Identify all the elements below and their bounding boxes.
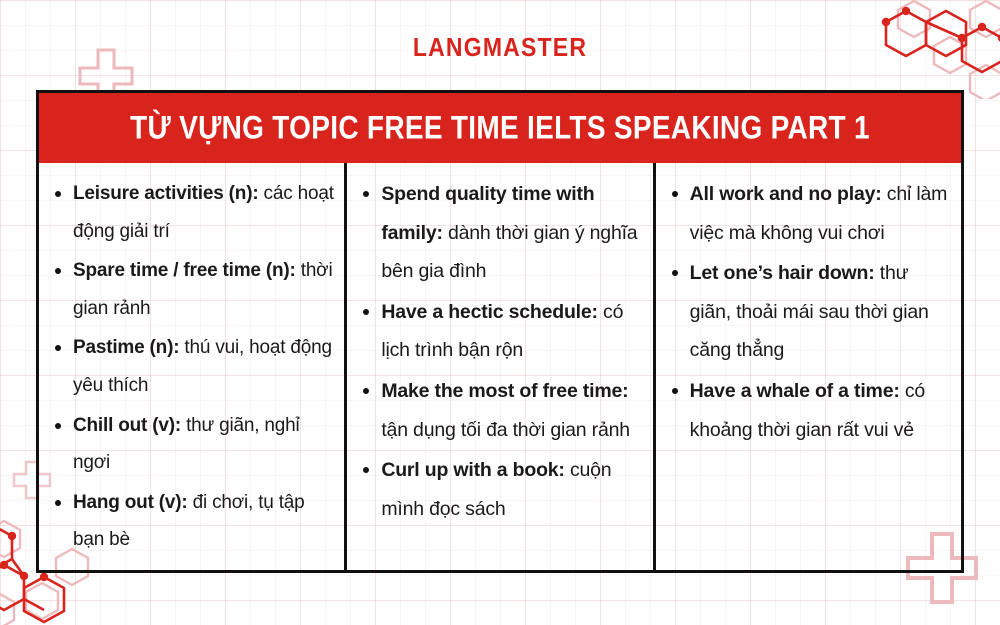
vocabulary-entry (49, 407, 334, 482)
vocabulary-entry (357, 451, 642, 528)
vocabulary-meaning: thời gian rảnh (73, 260, 333, 319)
vocabulary-term: Make the most of free time: (381, 380, 629, 403)
vocabulary-entry (666, 175, 951, 252)
vocabulary-meaning: thư giãn, thoải mái sau thời gian căng thẳng (689, 262, 929, 362)
vocabulary-term: Curl up with a book: (381, 459, 565, 482)
vocabulary-meaning: đi chơi, tụ tập bạn bè (73, 491, 305, 551)
vocabulary-entry (49, 252, 334, 327)
vocabulary-list-1 (49, 175, 334, 559)
vocabulary-entry (357, 372, 642, 449)
vocabulary-term: Have a hectic schedule: (381, 300, 598, 323)
vocabulary-entry (49, 484, 334, 559)
vocabulary-meaning: thư giãn, nghỉ ngơi (73, 414, 300, 474)
vocabulary-meaning: các hoạt động giải trí (73, 183, 334, 242)
vocabulary-entry (357, 293, 642, 370)
brand-logo (0, 34, 1000, 61)
vocabulary-entry (666, 254, 951, 370)
vocabulary-term: Spare time / free time (n): (73, 260, 296, 282)
vocabulary-card (36, 90, 964, 573)
vocabulary-meaning: có khoảng thời gian rất vui vẻ (689, 380, 926, 441)
title-banner (39, 93, 961, 163)
vocabulary-meaning: có lịch trình bận rộn (381, 300, 624, 362)
vocabulary-column-2 (344, 163, 652, 570)
vocabulary-term: Leisure activities (n): (73, 183, 259, 204)
vocabulary-list-3 (666, 175, 951, 449)
vocabulary-columns (39, 163, 961, 570)
vocabulary-entry (49, 329, 334, 404)
vocabulary-meaning: cuộn mình đọc sách (381, 459, 612, 520)
vocabulary-term: Let one’s hair down: (689, 262, 875, 285)
vocabulary-entry (357, 175, 642, 291)
vocabulary-list-2 (357, 175, 642, 528)
vocabulary-term: Pastime (n): (73, 337, 180, 359)
vocabulary-meaning: chỉ làm việc mà không vui chơi (689, 183, 948, 244)
vocabulary-meaning: dành thời gian ý nghĩa bên gia đình (381, 221, 638, 283)
vocabulary-entry (49, 175, 334, 250)
brand-name: LANGMASTER (412, 32, 588, 62)
page-title: TỪ VỰNG TOPIC FREE TIME IELTS SPEAKING PART 1 (130, 109, 870, 146)
vocabulary-term: Chill out (v): (73, 414, 182, 436)
vocabulary-meaning: tận dụng tối đa thời gian rảnh (381, 418, 630, 441)
vocabulary-entry (666, 372, 951, 449)
vocabulary-column-1 (39, 163, 344, 570)
vocabulary-column-3 (653, 163, 961, 570)
vocabulary-term: All work and no play: (689, 183, 882, 205)
vocabulary-term: Spend quality time with family: (381, 183, 595, 244)
vocabulary-term: Hang out (v): (73, 491, 188, 513)
vocabulary-meaning: thú vui, hoạt động yêu thích (73, 337, 332, 397)
vocabulary-term: Have a whale of a time: (689, 380, 900, 403)
